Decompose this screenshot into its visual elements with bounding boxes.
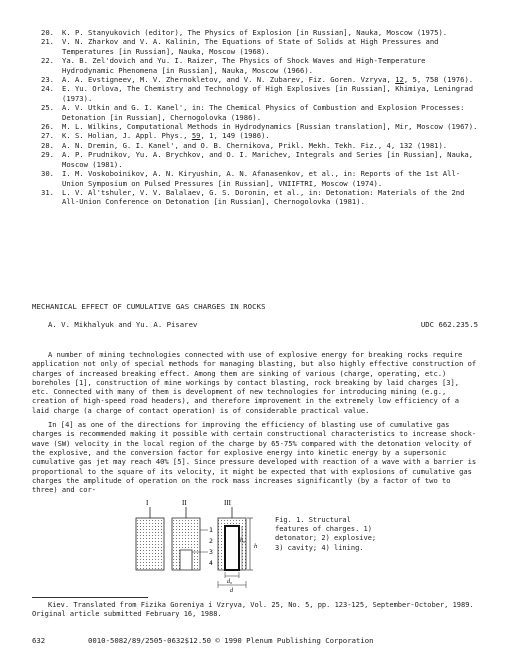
charge-variant-ii [172,499,213,570]
reference-text-part: , 1, 149 (1986). [200,131,270,141]
label-number-4: 4 [209,559,213,567]
reference-number: 27. [41,131,54,141]
reference-number: 20. [41,28,54,37]
reference-item [32,56,478,75]
label-number-2: 2 [209,537,213,545]
label-h0: h₀ [240,538,246,544]
reference-list [32,28,478,207]
reference-item [32,141,478,150]
label-h: h [254,543,258,550]
article-authors: A. V. Mikhalyuk and Yu. A. Pisarev [48,320,198,329]
page-number: 632 [32,636,46,645]
udc-code: UDC 662.235.5 [420,320,478,329]
reference-item [32,28,478,37]
body-paragraph: In [4] as one of the directions for improving the efficiency of blasting use of cumulative gas charges is recommended making it possible with certain constructional characteristics to increase shock-wave (SW) velocity in the local region of the charge by 65-75% compared with the detonation velocity of the explosive, and the conversion factor for explosive energy into kinetic energy by a supersonic cumulative gas jet may reach 40% [5]. Since pressure developed with reaction of a wave with a barrier is proportional to the square of its velocity, it might be expected that with explosions of cumulative gas charges the amplitude of operation on the rock mass increases significantly (by a factor of two to three) and cor- [32,420,477,495]
reference-text: Ya. B. Zel'dovich and Yu. I. Raizer, The Physics of Shock Waves and High-Temperature Hydrodynamic Phenomena [in Russian], Nauka, Moscow (1966). [62,56,426,75]
figure-1 [130,492,377,592]
issn-copyright: 0010-5082/89/2505-0632$12.50 © 1990 Plenum Publishing Corporation [88,636,374,645]
reference-item [32,188,478,207]
reference-text [62,131,478,140]
charge-variant-i [136,499,164,570]
reference-item [32,169,478,188]
reference-text [62,75,478,84]
reference-item [32,131,478,140]
label-d0: d₀ [227,579,233,585]
reference-volume: 59 [191,131,201,141]
footnote-divider [32,597,148,598]
figure-caption: Fig. 1. Structural features of charges. 1) detonator; 2) explosive; 3) cavity; 4) lining. [275,516,377,552]
reference-number: 26. [41,122,54,132]
explosive-with-cavity [172,518,200,570]
label-roman-iii: III [224,499,231,507]
charge-variant-iii [218,499,257,592]
reference-text-part: K. S. Holian, J. Appl. Phys., [62,131,192,141]
reference-text: E. Yu. Orlova, The Chemistry and Technology of High Explosives [in Russian], Khimiya, Leningrad (1973). [62,84,474,103]
reference-item [32,37,478,56]
reference-item [32,103,478,122]
reference-number: 24. [41,84,54,94]
reference-number: 21. [41,37,54,47]
article-title: MECHANICAL EFFECT OF CUMULATIVE GAS CHARGES IN ROCKS [32,302,266,311]
reference-text: V. N. Zharkov and V. A. Kalinin, The Equations of State of Solids at High Pressures and Temperatures [in Russian], Nauka, Moscow (1968). [62,37,439,56]
reference-number: 23. [41,75,54,85]
article-body [32,350,478,499]
reference-item [32,84,478,103]
reference-number: 25. [41,103,54,113]
reference-text: K. P. Stanyukovich (editor), The Physics of Explosion [in Russian], Nauka, Moscow (1975). [62,28,448,37]
reference-volume: 12 [395,75,404,85]
label-roman-i: I [146,499,149,507]
charge-structure-diagram [130,492,275,592]
reference-text: A. P. Prudnikov, Yu. A. Brychkov, and O. I. Marichev, Integrals and Series [in Russian], Nauka, Moscow (1981). [62,150,474,169]
reference-text: A. V. Utkin and G. I. Kanel', in: The Chemical Physics of Combustion and Explosion Processes: Detonation [in Russian], Chernogolovka (1986). [62,103,465,122]
label-d: d [230,588,233,592]
reference-text: I. M. Voskoboinikov, A. N. Kiryushin, A. N. Afanasenkov, et al., in: Reports of the 1st All-Union Symposium on Pulsed Pressures [in Russian], VNIIFTRI, Moscow (1974). [62,169,461,188]
reference-text: M. L. Wilkins, Computational Methods in Hydrodynamics [Russian translation], Mir, Moscow (1967). [62,122,478,132]
label-number-1: 1 [209,526,213,534]
reference-item [32,150,478,169]
cavity-lining [225,526,239,570]
reference-number: 29. [41,150,54,160]
reference-number: 22. [41,56,54,66]
reference-number: 28. [41,140,54,150]
reference-number: 30. [41,169,54,179]
body-paragraph: A number of mining technologies connected with use of explosive energy for breaking rocks require application not only of special methods for managing blasting, but also highly effective construction of charges of increased breaking effect. Among them are sinking of various (charge, operating, etc.) boreholes [1], construction of mine workings by contact blasting, rock breaking by laid charges [3], etc. Connected with many of them is development of new technologies for introducing mining (e.g., creation of high-speed road headers), and therefore improvement in the extremely low efficiency of a laid charge (a charge of contact operation) is of considerable practical value. [32,350,477,415]
footnote [32,601,478,619]
reference-number: 31. [41,187,54,197]
label-number-3: 3 [209,548,213,556]
reference-text-part: A. A. Evstigneev, M. V. Zhernokletov, and V. N. Zubarev, Fiz. Goren. Vzryva, [62,75,396,85]
label-roman-ii: II [182,499,187,507]
reference-text-part: , 5, 758 (1976). [403,75,474,85]
reference-text: L. V. Al'tshuler, V. V. Balalaev, G. S. Doronin, et al., in: Detonation: Materials of the 2nd All-Union Conference on Detonation [in Russian], Chernogolovka (1981). [62,187,465,207]
footnote-text: Kiev. Translated from Fizika Goreniya i Vzryva, Vol. 25, No. 5, pp. 123-125, September-October, 1989. Original article submitted February 16, 1988. [32,601,474,619]
explosive-block [136,518,164,570]
reference-item [32,75,478,84]
reference-item [32,122,478,131]
reference-text: A. N. Dremin, G. I. Kanel', and O. B. Chernikova, Prikl. Mekh. Tekh. Fiz., 4, 132 (1981). [62,140,448,150]
